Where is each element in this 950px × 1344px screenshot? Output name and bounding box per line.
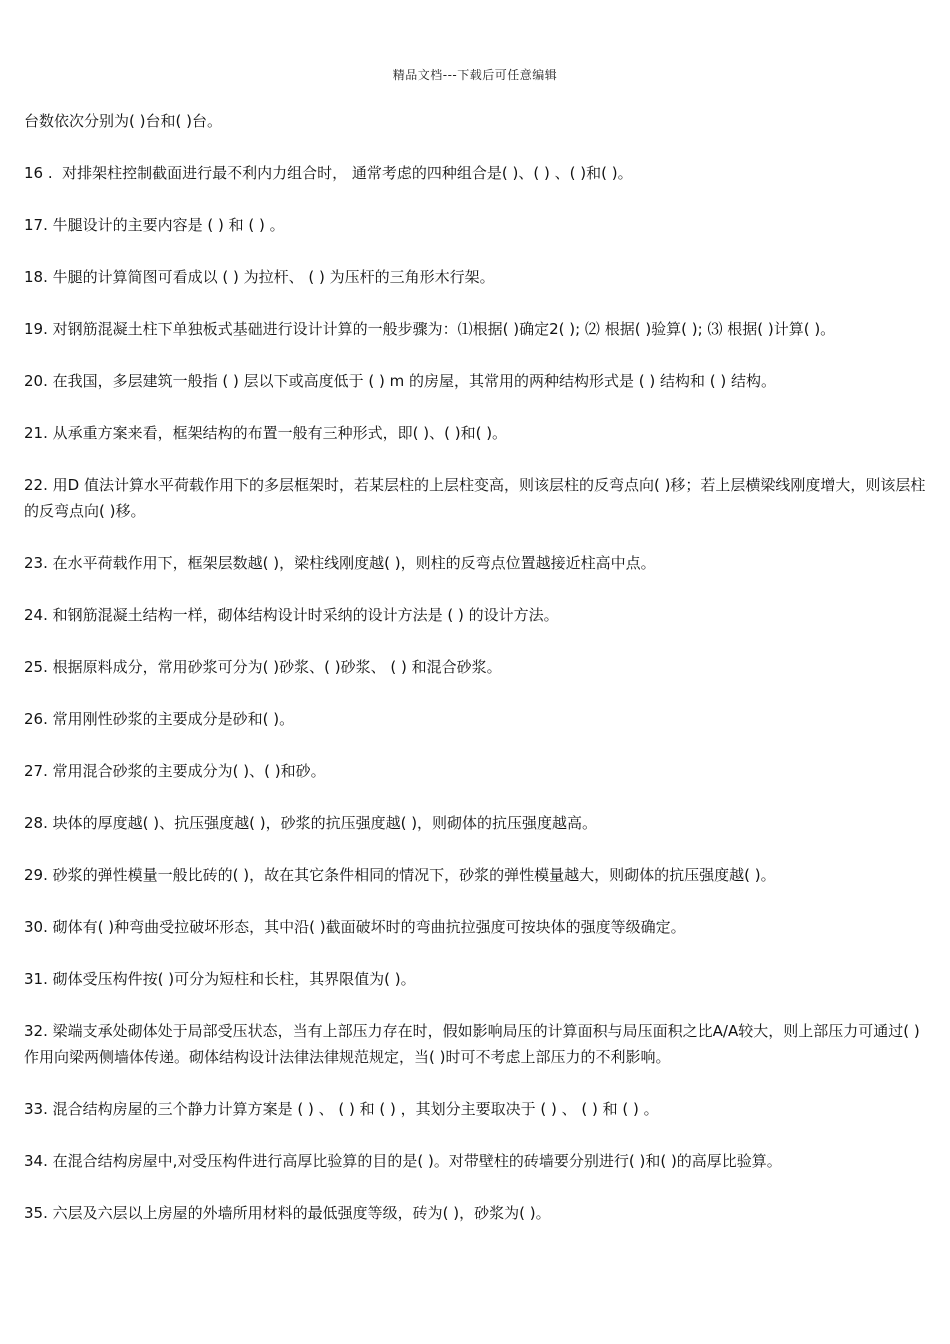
question-33: 33. 混合结构房屋的三个静力计算方案是 ( ) 、 ( ) 和 ( ) ，其划分主要取决于 ( ) 、 ( ) 和 ( ) 。 [24,1100,659,1118]
question-23: 23. 在水平荷载作用下，框架层数越( )，梁柱线刚度越( )，则柱的反弯点位置越接近柱高中点。 [24,554,656,572]
question-15-cont: 台数依次分别为( )台和( )台。 [24,112,222,130]
question-25: 25. 根据原料成分，常用砂浆可分为( )砂浆、( )砂浆、 ( ) 和混合砂浆。 [24,658,502,676]
question-22: 22. 用D 值法计算水平荷载作用下的多层框架时，若某层柱的上层柱变高，则该层柱的反弯点向( )移；若上层横梁线刚度增大，则该层柱的反弯点向( )移。 [24,476,926,520]
question-29: 29. 砂浆的弹性模量一般比砖的( )，故在其它条件相同的情况下，砂浆的弹性模量越大，则砌体的抗压强度越( )。 [24,866,776,884]
question-32: 32. 梁端支承处砌体处于局部受压状态，当有上部压力存在时，假如影响局压的计算面积与局压面积之比A/A较大，则上部压力可通过( )作用向梁两侧墙体传递。砌体结构设计法律法律规范规定，当( )时可不考虑上部压力的不利影响。 [24,1022,920,1066]
question-30: 30. 砌体有( )种弯曲受拉破坏形态，其中沿( )截面破坏时的弯曲抗拉强度可按块体的强度等级确定。 [24,918,686,936]
question-34: 34. 在混合结构房屋中,对受压构件进行高厚比验算的目的是( )。对带壁柱的砖墙要分别进行( )和( )的高厚比验算。 [24,1152,782,1170]
question-26: 26. 常用刚性砂浆的主要成分是砂和( )。 [24,710,295,728]
question-35: 35. 六层及六层以上房屋的外墙所用材料的最低强度等级，砖为( )，砂浆为( )。 [24,1204,551,1222]
question-28: 28. 块体的厚度越( )、抗压强度越( )，砂浆的抗压强度越( )，则砌体的抗压强度越高。 [24,814,598,832]
document-body [24,108,928,1252]
page-header: 精品文档---下载后可任意编辑 [392,68,558,82]
question-17: 17. 牛腿设计的主要内容是 ( ) 和 ( ) 。 [24,216,285,234]
question-18: 18. 牛腿的计算简图可看成以 ( ) 为拉杆、 ( ) 为压杆的三角形木行架。 [24,268,495,286]
question-27: 27. 常用混合砂浆的主要成分为( )、( )和砂。 [24,762,326,780]
question-20: 20. 在我国，多层建筑一般指 ( ) 层以下或高度低于 ( ) m 的房屋，其常用的两种结构形式是 ( ) 结构和 ( ) 结构。 [24,372,777,390]
question-24: 24. 和钢筋混凝土结构一样，砌体结构设计时采纳的设计方法是 ( ) 的设计方法。 [24,606,559,624]
question-16: 16 . 对排架柱控制截面进行最不利内力组合时， 通常考虑的四种组合是( )、( ) 、( )和( )。 [24,164,633,182]
question-19: 19. 对钢筋混凝土柱下单独板式基础进行设计计算的一般步骤为：⑴根据( )确定2( ); ⑵ 根据( )验算( ); ⑶ 根据( )计算( )。 [24,320,836,338]
question-31: 31. 砌体受压构件按( )可分为短柱和长柱，其界限值为( )。 [24,970,416,988]
question-21: 21. 从承重方案来看，框架结构的布置一般有三种形式，即( )、( )和( )。 [24,424,508,442]
